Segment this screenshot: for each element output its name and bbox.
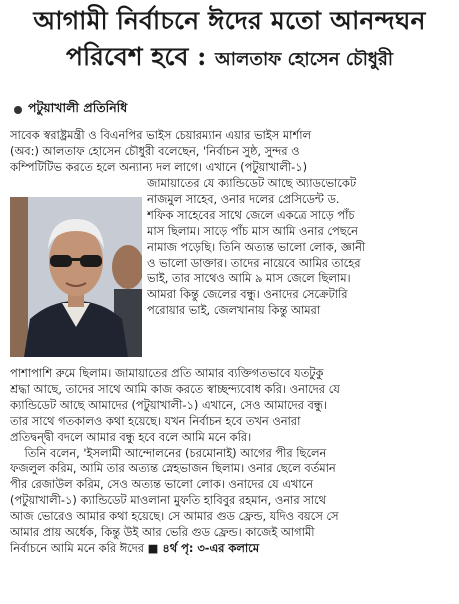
portrait-illustration [10,197,142,357]
article-line: পীর রেজাউল করিম, সেও অত্যন্ত ভালো লোক। ওনাদের যে এখানে [10,477,314,492]
article-line: তিনি বলেন, 'ইসলামী আন্দোলনের (চরমোনাই) আগের পীর ছিলেন [10,445,327,460]
article-line: সাবেক স্বরাষ্ট্রমন্ত্রী ও বিএনপির ভাইস চেয়ারম্যান এয়ার ভাইস মার্শাল [10,128,311,142]
article-body [10,128,452,176]
article-line: শ্রদ্ধা আছে, তাদের সাথে আমি কাজ করতে স্বাচ্ছন্দ্যবোধ করি। ওনাদের যে [10,381,340,396]
headline-line-1: আগামী নির্বাচনে ঈদের মতো আনন্দঘন [33,6,426,35]
article-line: ফজলুল করিম, আমি তার অত্যন্ত স্নেহভাজন ছিলাম। ওনার ছেলে বর্তমান [10,461,336,476]
headline-line-2 [0,40,459,77]
article-line: ক্যান্ডিডেট আছে আমাদের (পটুয়াখালী-১) এখানে, সেও আমাদের বন্ধু। [10,397,327,412]
article-line: (পটুয়াখালী-১) ক্যান্ডিডেট মাওলানা মুফতি হাবিবুর রহমান, ওনার সাথে [10,493,326,508]
byline [14,100,127,120]
article-line: মাস ছিলাম। সাড়ে পাঁচ মাস আমি ওনার পেছনে [147,223,358,238]
article-line: পরোয়ার ভাই, জেলখানায় কিন্তু আমরা [147,303,321,318]
article-line: শফিক সাহেবের সাথে জেলে একত্রে সাড়ে পাঁচ [147,207,355,222]
article-line: ও ভালো ডাক্তার। তাদের নায়েবে আমির তাহের [147,255,361,270]
article-line: পাশাপাশি রুমে ছিলাম। জামায়াতের প্রতি আমার ব্যক্তিগতভাবে যতটুকু [10,366,324,380]
article-body-wrapped [147,176,452,319]
article-last-line [10,541,452,557]
article-line: নামাজ পড়েছি। তিনি অত্যন্ত ভালো লোক, জ্ঞানী [147,239,366,254]
article-line: জামায়াতের যে ক্যান্ডিডেট আছে অ্যাডভোকেট [147,176,357,190]
continuation-link[interactable]: ■ ৪র্থ পৃ: ৩-এর কলামে [147,540,260,555]
article-line: ভাই, তার সাথেও আমি ৯ মাস জেলে ছিলাম। [147,271,351,286]
headline-speaker: আলতাফ হোসেন চৌধুরী [215,49,394,70]
article-line: কম্পিটিটিভ করতে হলে অন্যান্য দল লাগে। এখানে (পটুয়াখালী-১) [10,159,308,174]
bullet-icon [14,106,22,114]
article-line: নাজমুল সাহেব, ওনার দলের প্রেসিডেন্ট ড. [147,191,340,206]
article-body-rest [10,366,452,557]
article-line: আমরা কিন্তু জেলের বন্ধু। ওনাদের সেক্রেটারি [147,287,348,302]
article-line: প্রতিদ্বন্দ্বী বদলে আমার বন্ধু হবে বলে আমি মনে করি। [10,429,252,444]
portrait-photo [10,197,142,357]
article-line: আমার প্রায় অর্ধেক, কিন্তু উই আর ভেরি গুড ফ্রেন্ড। কাজেই আগামী [10,525,315,540]
article-last-text: নির্বাচনে আমি মনে করি ঈদের [10,540,148,555]
article-line: (অব:) আলতাফ হোসেন চৌধুরী বলেছেন, 'নির্বাচন সুষ্ঠ, সুন্দর ও [10,143,300,158]
headline [0,4,459,77]
byline-text: পটুয়াখালী প্রতিনিধি [28,100,128,115]
article-line: আজ ভোরেও আমার কথা হয়েছে। সে আমার গুড ফ্রেন্ড, যদিও বয়সে সে [10,509,339,524]
headline-main: পরিবেশ হবে : [65,42,216,71]
article-line: তার সাথে গতকালও কথা হয়েছে। যখন নির্বাচন হবে তখন ওনারা [10,413,301,428]
